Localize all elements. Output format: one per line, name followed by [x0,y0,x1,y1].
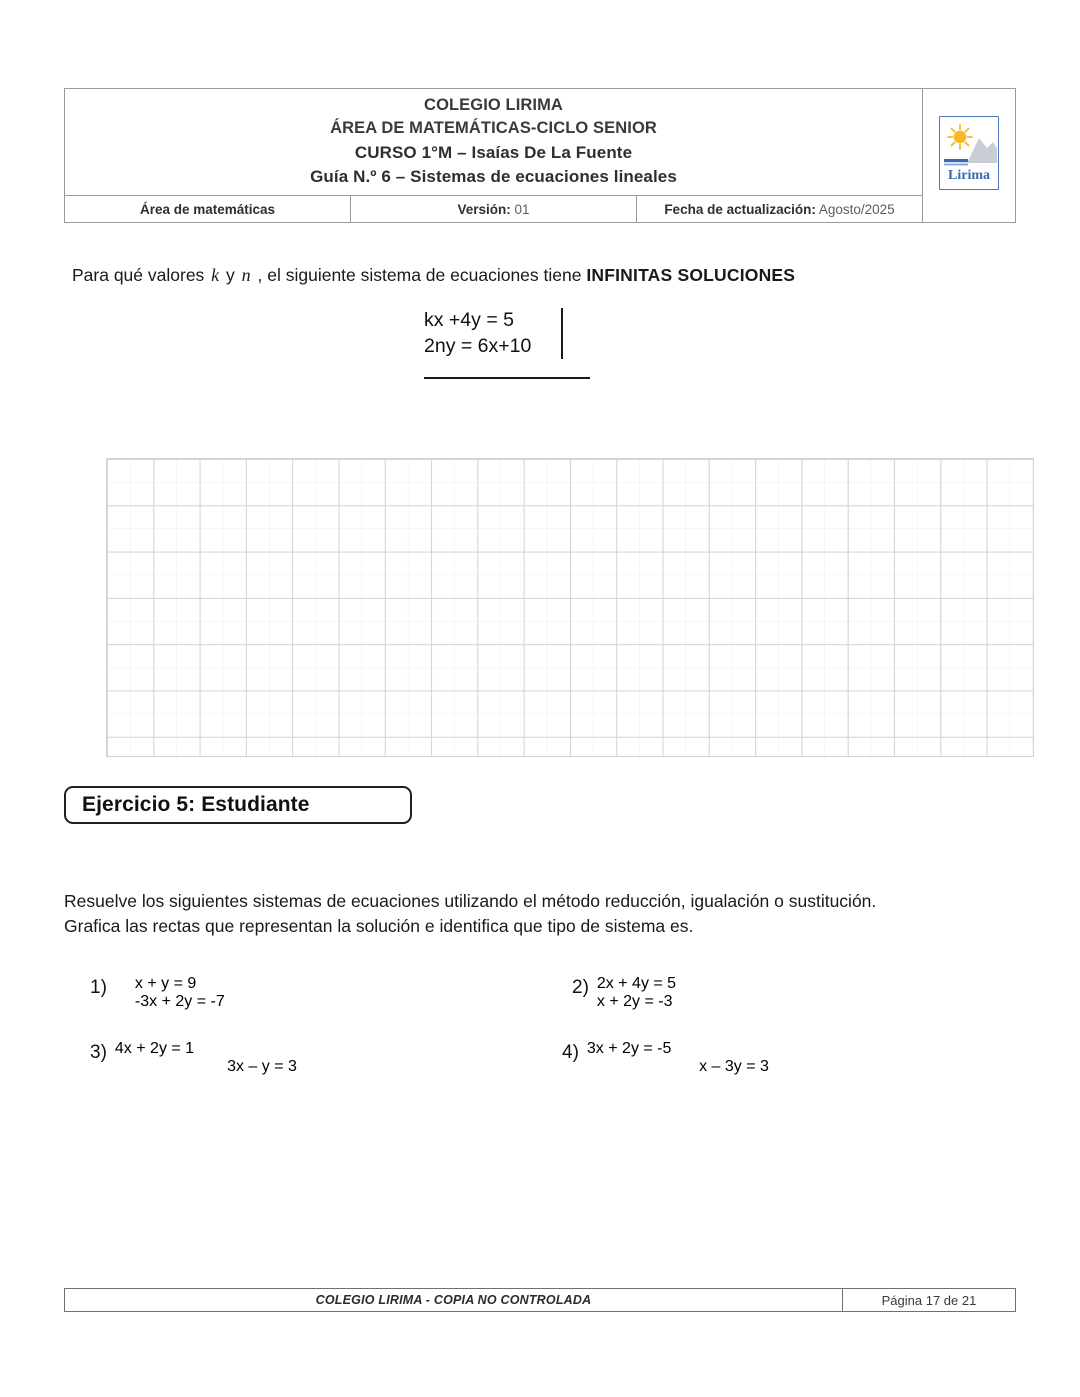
system-1-lines [135,975,291,1011]
question-variable-n: n [241,265,251,285]
header-title-line-1: COLEGIO LIRIMA [424,96,563,114]
system-3 [90,1040,297,1082]
graph-grid[interactable] [106,458,1034,757]
header-meta-row [65,196,1016,223]
system-1-body [135,975,291,1017]
question-part-1: Para qué valores [72,265,210,285]
top-equation-1: kx +4y = 5 [424,309,514,331]
system-4 [562,1040,769,1082]
question-text [72,264,972,287]
system-3-body [115,1040,297,1082]
water-line-icon [944,159,968,162]
system-3-equation-2: 3x – y = 3 [227,1058,297,1075]
header-version-label: Versión: [457,201,511,217]
system-2-equation-1: 2x + 4y = 5 [596,975,677,992]
header-title-line-4: Guía N.º 6 – Sistemas de ecuaciones lineales [310,166,677,186]
system-2-lines [597,975,765,1011]
system-4-body [587,1040,769,1082]
exercise-heading-box [64,786,412,824]
top-system-underline [424,377,590,379]
system-4-number: 4) [562,1042,579,1063]
logo-wordmark: Lirima [948,168,990,184]
footer-left-cell: COLEGIO LIRIMA - COPIA NO CONTROLADA [65,1289,843,1312]
system-2 [572,975,765,1017]
top-equation-system [424,308,590,379]
top-equation-2: 2ny = 6x+10 [424,334,532,357]
question-emphasis: INFINITAS SOLUCIONES [586,265,796,285]
system-2-equation-2: x + 2y = -3 [596,993,673,1010]
question-part-3: , el siguiente sistema de ecuaciones tiene [252,265,587,285]
header-update-value: Agosto/2025 [818,201,895,217]
footer-row [65,1289,1016,1312]
header-area-cell [65,196,351,223]
footer-page-number: Página 17 de 21 [843,1289,1016,1312]
sun-icon [948,125,972,149]
header-version-cell [351,196,637,223]
system-1-number: 1) [90,977,107,998]
question-variable-k: k [211,265,220,285]
system-2-body [597,975,765,1017]
system-4-equation-1: 3x + 2y = -5 [586,1040,672,1057]
header-title-cell [65,89,923,196]
header-title-line-2: ÁREA DE MATEMÁTICAS-CICLO SENIOR [330,119,657,138]
lirima-logo-graphic [941,117,997,187]
system-1-equation-2: -3x + 2y = -7 [134,993,225,1010]
system-3-lines [115,1040,297,1076]
system-1 [90,975,291,1017]
exercise-heading-label: Ejercicio 5: Estudiante [82,793,310,816]
header-title-line-3: CURSO 1°M – Isaías De La Fuente [354,142,633,162]
lirima-logo [939,116,999,190]
instructions-text [64,889,1014,939]
header-update-cell [637,196,923,223]
logo-cell [923,89,1016,223]
instructions-line-1: Resuelve los siguientes sistemas de ecuaciones utilizando el método reducción, igualación o sustitución. [64,891,877,911]
system-3-number: 3) [90,1042,107,1063]
system-3-equation-1: 4x + 2y = 1 [114,1040,195,1057]
top-equation-lines [424,308,563,359]
header-version-value: 01 [514,201,530,217]
system-4-equation-2: x – 3y = 3 [699,1058,769,1075]
system-2-number: 2) [572,977,589,998]
instructions-line-2: Grafica las rectas que representan la solución e identifica que tipo de sistema es. [64,915,694,936]
header-update-label: Fecha de actualización: [664,201,816,217]
header-title-row [65,89,1016,196]
header-area-label: Área de matemáticas [139,201,276,217]
document-footer-table [64,1288,1016,1312]
system-1-equation-1: x + y = 9 [134,975,197,992]
question-part-2: y [221,265,240,285]
system-4-lines [587,1040,769,1076]
document-header-table [64,88,1016,223]
